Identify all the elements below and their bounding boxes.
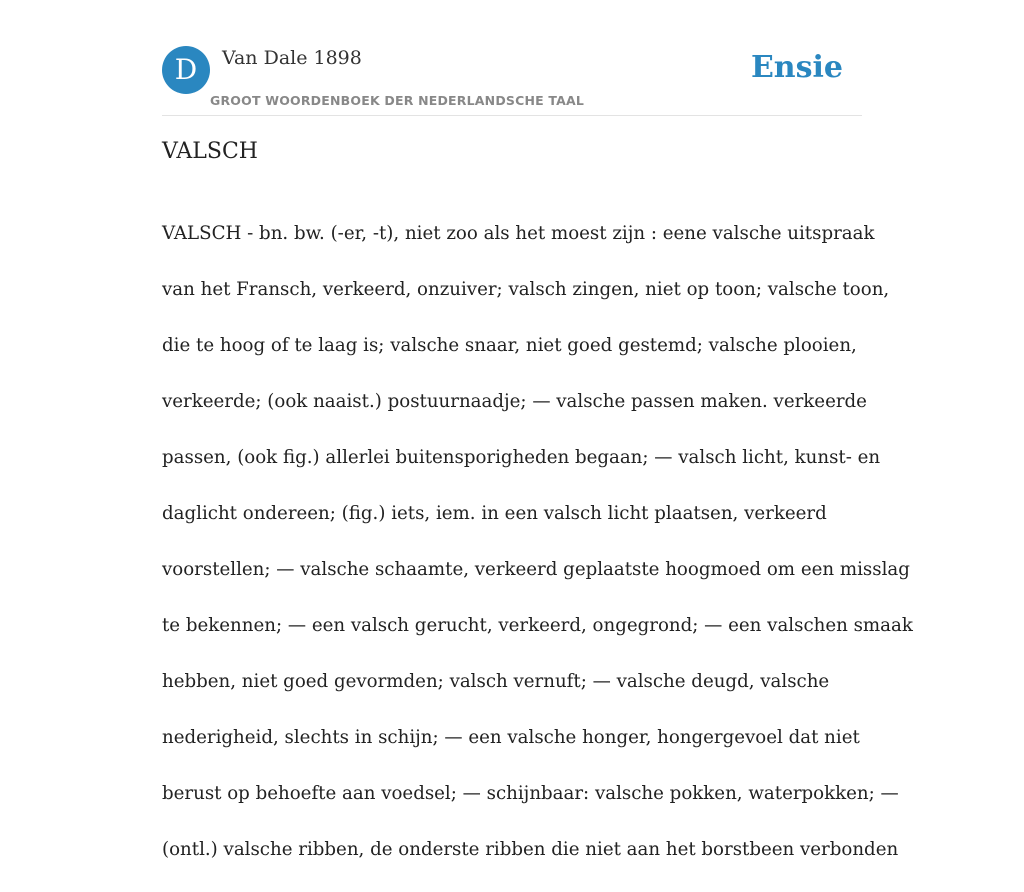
definition-line: te bekennen; — een valsch gerucht, verkeerd, ongegrond; — een valschen smaak (162, 615, 913, 636)
definition-line: verkeerde; (ook naaist.) postuurnaadje; — valsche passen maken. verkeerde (162, 391, 867, 412)
source-header (162, 46, 862, 116)
source-avatar[interactable]: D (162, 46, 210, 94)
entry-headword: VALSCH (162, 139, 258, 164)
definition-line: passen, (ook fig.) allerlei buitensporigheden begaan; — valsch licht, kunst- en (162, 447, 881, 468)
definition-line: daglicht ondereen; (fig.) iets, iem. in een valsch licht plaatsen, verkeerd (162, 503, 827, 524)
source-subtitle: GROOT WOORDENBOEK DER NEDERLANDSCHE TAAL (210, 93, 585, 108)
ensie-logo[interactable]: Ensie (750, 50, 843, 85)
header-divider (162, 115, 862, 116)
definition-line: (ontl.) valsche ribben, de onderste ribben die niet aan het borstbeen verbonden (162, 839, 899, 860)
definition-line: die te hoog of te laag is; valsche snaar, niet goed gestemd; valsche plooien, (162, 335, 857, 356)
definition-line: van het Fransch, verkeerd, onzuiver; valsch zingen, niet op toon; valsche toon, (162, 279, 890, 300)
definition-line: berust op behoefte aan voedsel; — schijnbaar: valsche pokken, waterpokken; — (162, 783, 899, 804)
definition-line: VALSCH - bn. bw. (-er, -t), niet zoo als het moest zijn : eene valsche uitspraak (162, 223, 875, 244)
definition-line: voorstellen; — valsche schaamte, verkeerd geplaatste hoogmoed om een misslag (162, 559, 910, 580)
definition-line: nederigheid, slechts in schijn; — een valsche honger, hongergevoel dat niet (162, 727, 860, 748)
definition-line: hebben, niet goed gevormden; valsch vernuft; — valsche deugd, valsche (162, 671, 830, 692)
source-title[interactable]: Van Dale 1898 (222, 47, 362, 69)
entry-definition (162, 192, 913, 892)
